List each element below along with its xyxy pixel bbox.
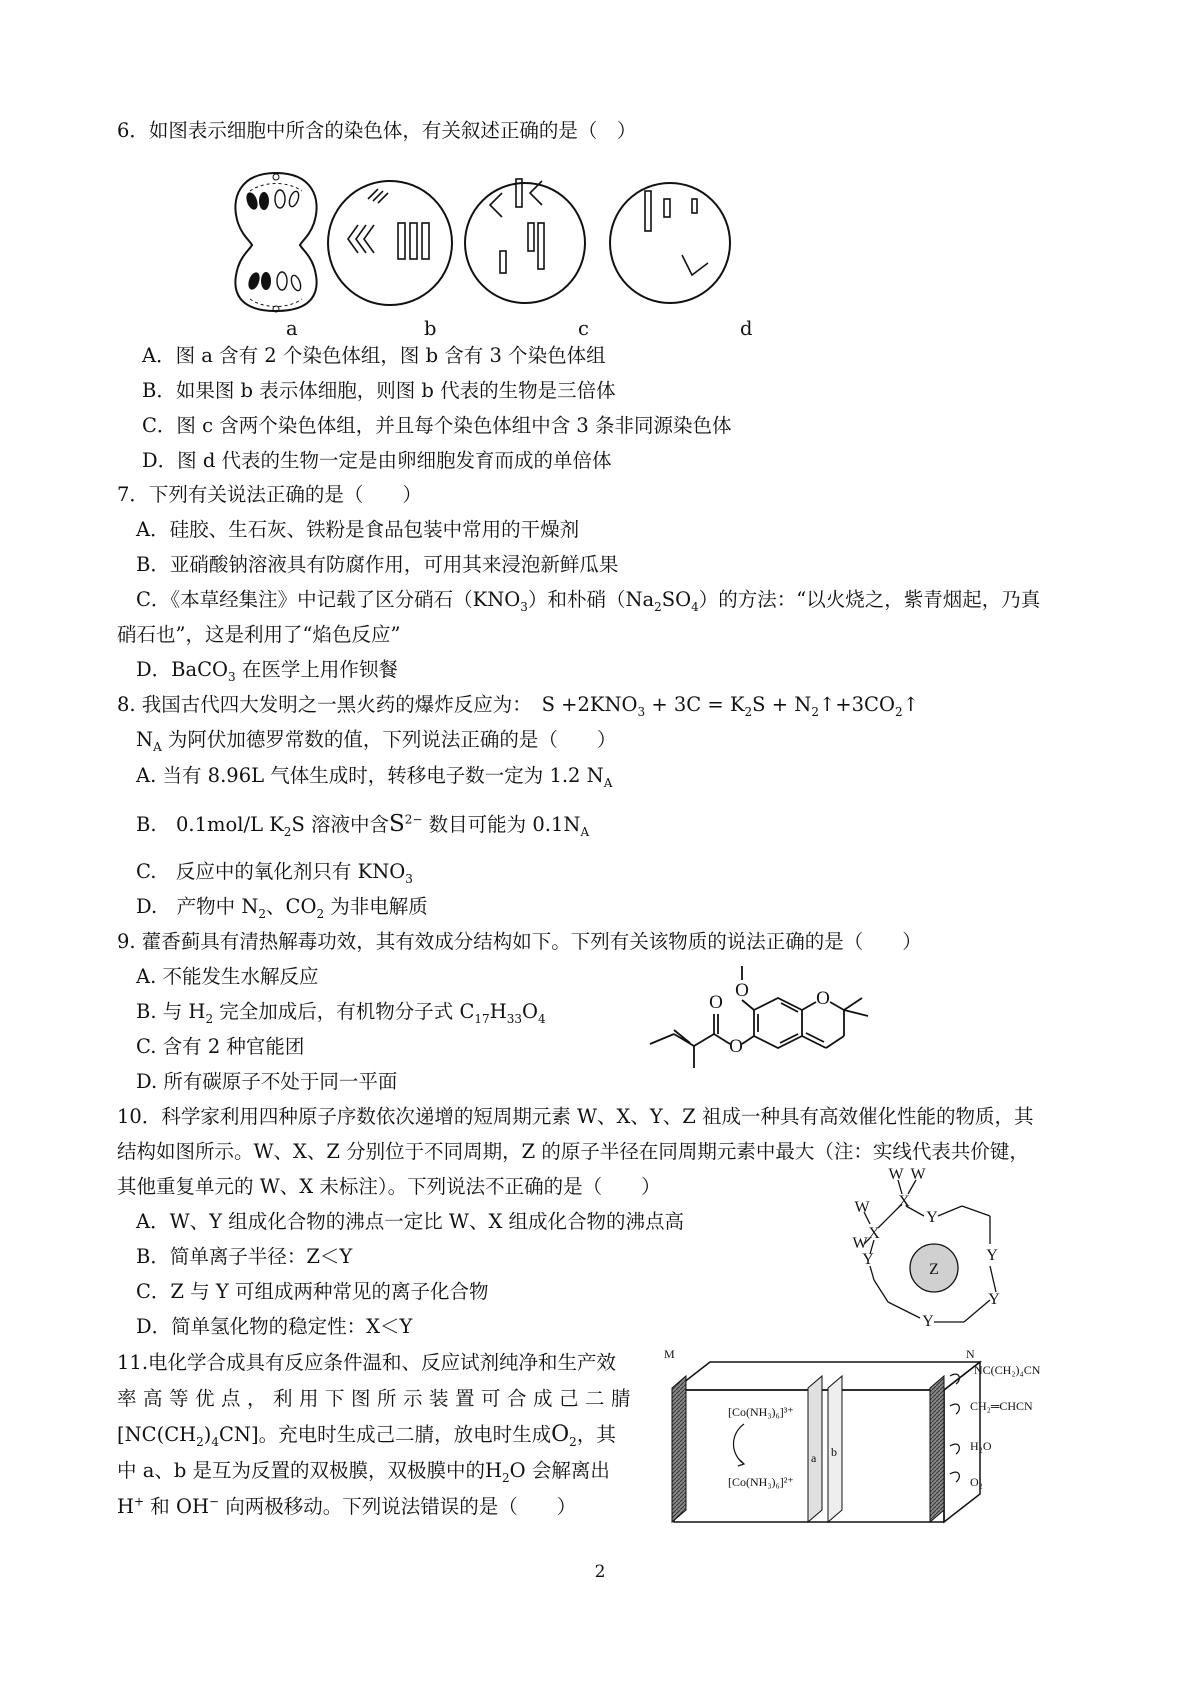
page-number: 2 — [594, 1562, 606, 1582]
q11-co-bottom: [Co(NH₃)₆]²⁺ — [728, 1475, 794, 1489]
q11-reagent-4: O₂ — [970, 1475, 983, 1489]
q7-option-c-cont: 硝石也”，这是利用了“焰色反应” — [117, 623, 401, 646]
q6-figure-a — [235, 173, 316, 312]
q8-stem-2: $N_A$ 为阿伏加德罗常数的值，下列说法正确的是（ ） — [136, 728, 617, 754]
q11-label-n: N — [966, 1350, 975, 1361]
q6-option-d: D．图 d 代表的生物一定是由卵细胞发育而成的单倍体 — [142, 449, 612, 472]
q7-option-b: B．亚硝酸钠溶液具有防腐作用，可用其来浸泡新鲜瓜果 — [136, 553, 619, 576]
q11-stem-4: 中 a、b 是互为反置的双极膜，双极膜中的$H_2O$ 会解离出 — [117, 1459, 610, 1485]
q10-atom-x-2: X — [868, 1225, 880, 1242]
q9-option-b: B. 与 $H_2$ 完全加成后，有机物分子式 $C_{17}H_{33}O_4$ — [136, 1000, 546, 1026]
q10-atom-w-4: W — [852, 1235, 868, 1252]
q9-atom-o-carbonyl: O — [709, 992, 723, 1013]
q10-option-a: A．W、Y 组成化合物的沸点一定比 W、X 组成化合物的沸点高 — [136, 1210, 685, 1233]
q6-option-b: B．如果图 b 表示体细胞，则图 b 代表的生物是三倍体 — [142, 379, 616, 402]
q10-option-d: D．简单氢化物的稳定性：X＜Y — [136, 1315, 413, 1338]
q11-cell-figure — [660, 1350, 1100, 1530]
q9-atom-o-ester: O — [729, 1036, 743, 1057]
q10-atom-w-2: W — [910, 1168, 926, 1183]
q8-option-b: B. 0.1mol/L $K_2S$ 溶液中含$S^{2-}$ 数目可能为 $0.1N_A$ — [136, 811, 590, 839]
q7-option-a: A．硅胶、生石灰、铁粉是食品包装中常用的干燥剂 — [136, 518, 580, 541]
q11-reagent-3: H₂O — [970, 1439, 992, 1453]
q6-figure-b — [328, 181, 452, 305]
q9-option-a: A. 不能发生水解反应 — [136, 965, 319, 988]
q10-option-b: B．简单离子半径：Z＜Y — [136, 1245, 353, 1268]
q7-option-c: C．《本草经集注》中记载了区分硝石$(KNO_3)$和朴硝$(Na_2SO_4)$的方法：“以火烧之，紫青烟起，乃真 — [136, 588, 1041, 614]
q8-option-c: C. 反应中的氧化剂只有 $KNO_3$ — [136, 860, 413, 886]
q8-option-d: D. 产物中 $N_2$、$CO_2$ 为非电解质 — [136, 895, 428, 921]
q10-atom-y-5: Y — [922, 1313, 934, 1330]
q6-option-a: A．图 a 含有 2 个染色体组，图 b 含有 3 个染色体组 — [142, 344, 606, 367]
q11-label-m: M — [664, 1350, 675, 1361]
q11-reagent-2: CH₂═CHCN — [970, 1399, 1033, 1413]
q10-structure-figure — [840, 1168, 1060, 1338]
q11-stem-1: 11.电化学合成具有反应条件温和、反应试剂纯净和生产效 — [117, 1351, 617, 1374]
q10-stem-3: 其他重复单元的 W、X 未标注）。下列说法不正确的是（ ） — [117, 1175, 661, 1198]
q9-option-c: C. 含有 2 种官能团 — [136, 1035, 305, 1058]
q6-label-a: a — [286, 317, 298, 340]
q10-atom-w-3: W — [854, 1199, 870, 1216]
q9-structure-figure — [630, 958, 900, 1098]
q10-atom-x-1: X — [898, 1193, 910, 1210]
q11-stem-5: H+ 和 OH− 向两极移动。下列说法错误的是（ ） — [117, 1494, 577, 1518]
q10-atom-w-1: W — [888, 1168, 904, 1183]
q10-atom-y-3: Y — [986, 1247, 998, 1264]
q9-stem: 9. 藿香蓟具有清热解毒功效，其有效成分结构如下。下列有关该物质的说法正确的是（ ） — [117, 930, 922, 953]
q11-co-top: [Co(NH₃)₆]³⁺ — [728, 1405, 794, 1419]
q8-stem: 8. 我国古代四大发明之一黑火药的爆炸反应为： $S +2KNO_3 + 3C = K_2S$ + $N_2↑+3CO_2↑$ — [117, 693, 919, 719]
q10-option-c: C．Z 与 Y 可组成两种常见的离子化合物 — [136, 1280, 489, 1303]
q10-atom-y-1: Y — [926, 1209, 938, 1226]
q11-stem-2: 率高等优点，利用下图所示装置可合成己二腈 — [117, 1387, 638, 1410]
q10-stem-1: 10．科学家利用四种原子序数依次递增的短周期元素 W、X、Y、Z 祖成一种具有高效催化性能的物质，其 — [117, 1105, 1034, 1128]
q6-chromosome-figure — [230, 163, 770, 343]
q10-atom-z: Z — [929, 1261, 939, 1278]
q7-option-d: D．BaCO$_3$ 在医学上用作钡餐 — [136, 658, 398, 684]
q9-option-d: D. 所有碳原子不处于同一平面 — [136, 1070, 398, 1093]
q6-label-c: c — [578, 317, 589, 340]
q10-atom-y-2: Y — [862, 1251, 874, 1268]
q8-option-a: A. 当有 8.96L 气体生成时，转移电子数一定为 1.2 $N_A$ — [136, 764, 613, 790]
q11-label-b: b — [831, 1445, 837, 1459]
q6-option-c: C．图 c 含两个染色体组，并且每个染色体组中含 3 条非同源染色体 — [142, 414, 732, 437]
q11-stem-3: $[NC(CH_2)_4CN]$。充电时生成己二腈，放电时生成$O_2$，其 — [117, 1422, 616, 1449]
q11-reagent-1: NC(CH₂)₄CN — [974, 1363, 1041, 1377]
q6-figure-d — [610, 183, 730, 303]
q10-atom-y-4: Y — [988, 1291, 1000, 1308]
q7-stem: 7．下列有关说法正确的是（ ） — [117, 483, 422, 506]
q6-figure-c — [465, 179, 585, 303]
q9-atom-o-ring: O — [816, 988, 830, 1009]
q9-atom-o-methoxy: O — [735, 980, 749, 1001]
q6-label-d: d — [740, 317, 753, 340]
q11-label-a: a — [811, 1451, 817, 1465]
q6-label-b: b — [424, 317, 437, 340]
q10-stem-2: 结构如图所示。W、X、Z 分别位于不同周期，Z 的原子半径在同周期元素中最大（注：实线代表共价键， — [117, 1140, 1029, 1163]
q6-stem: 6．如图表示细胞中所含的染色体，有关叙述正确的是（ ） — [117, 119, 637, 142]
